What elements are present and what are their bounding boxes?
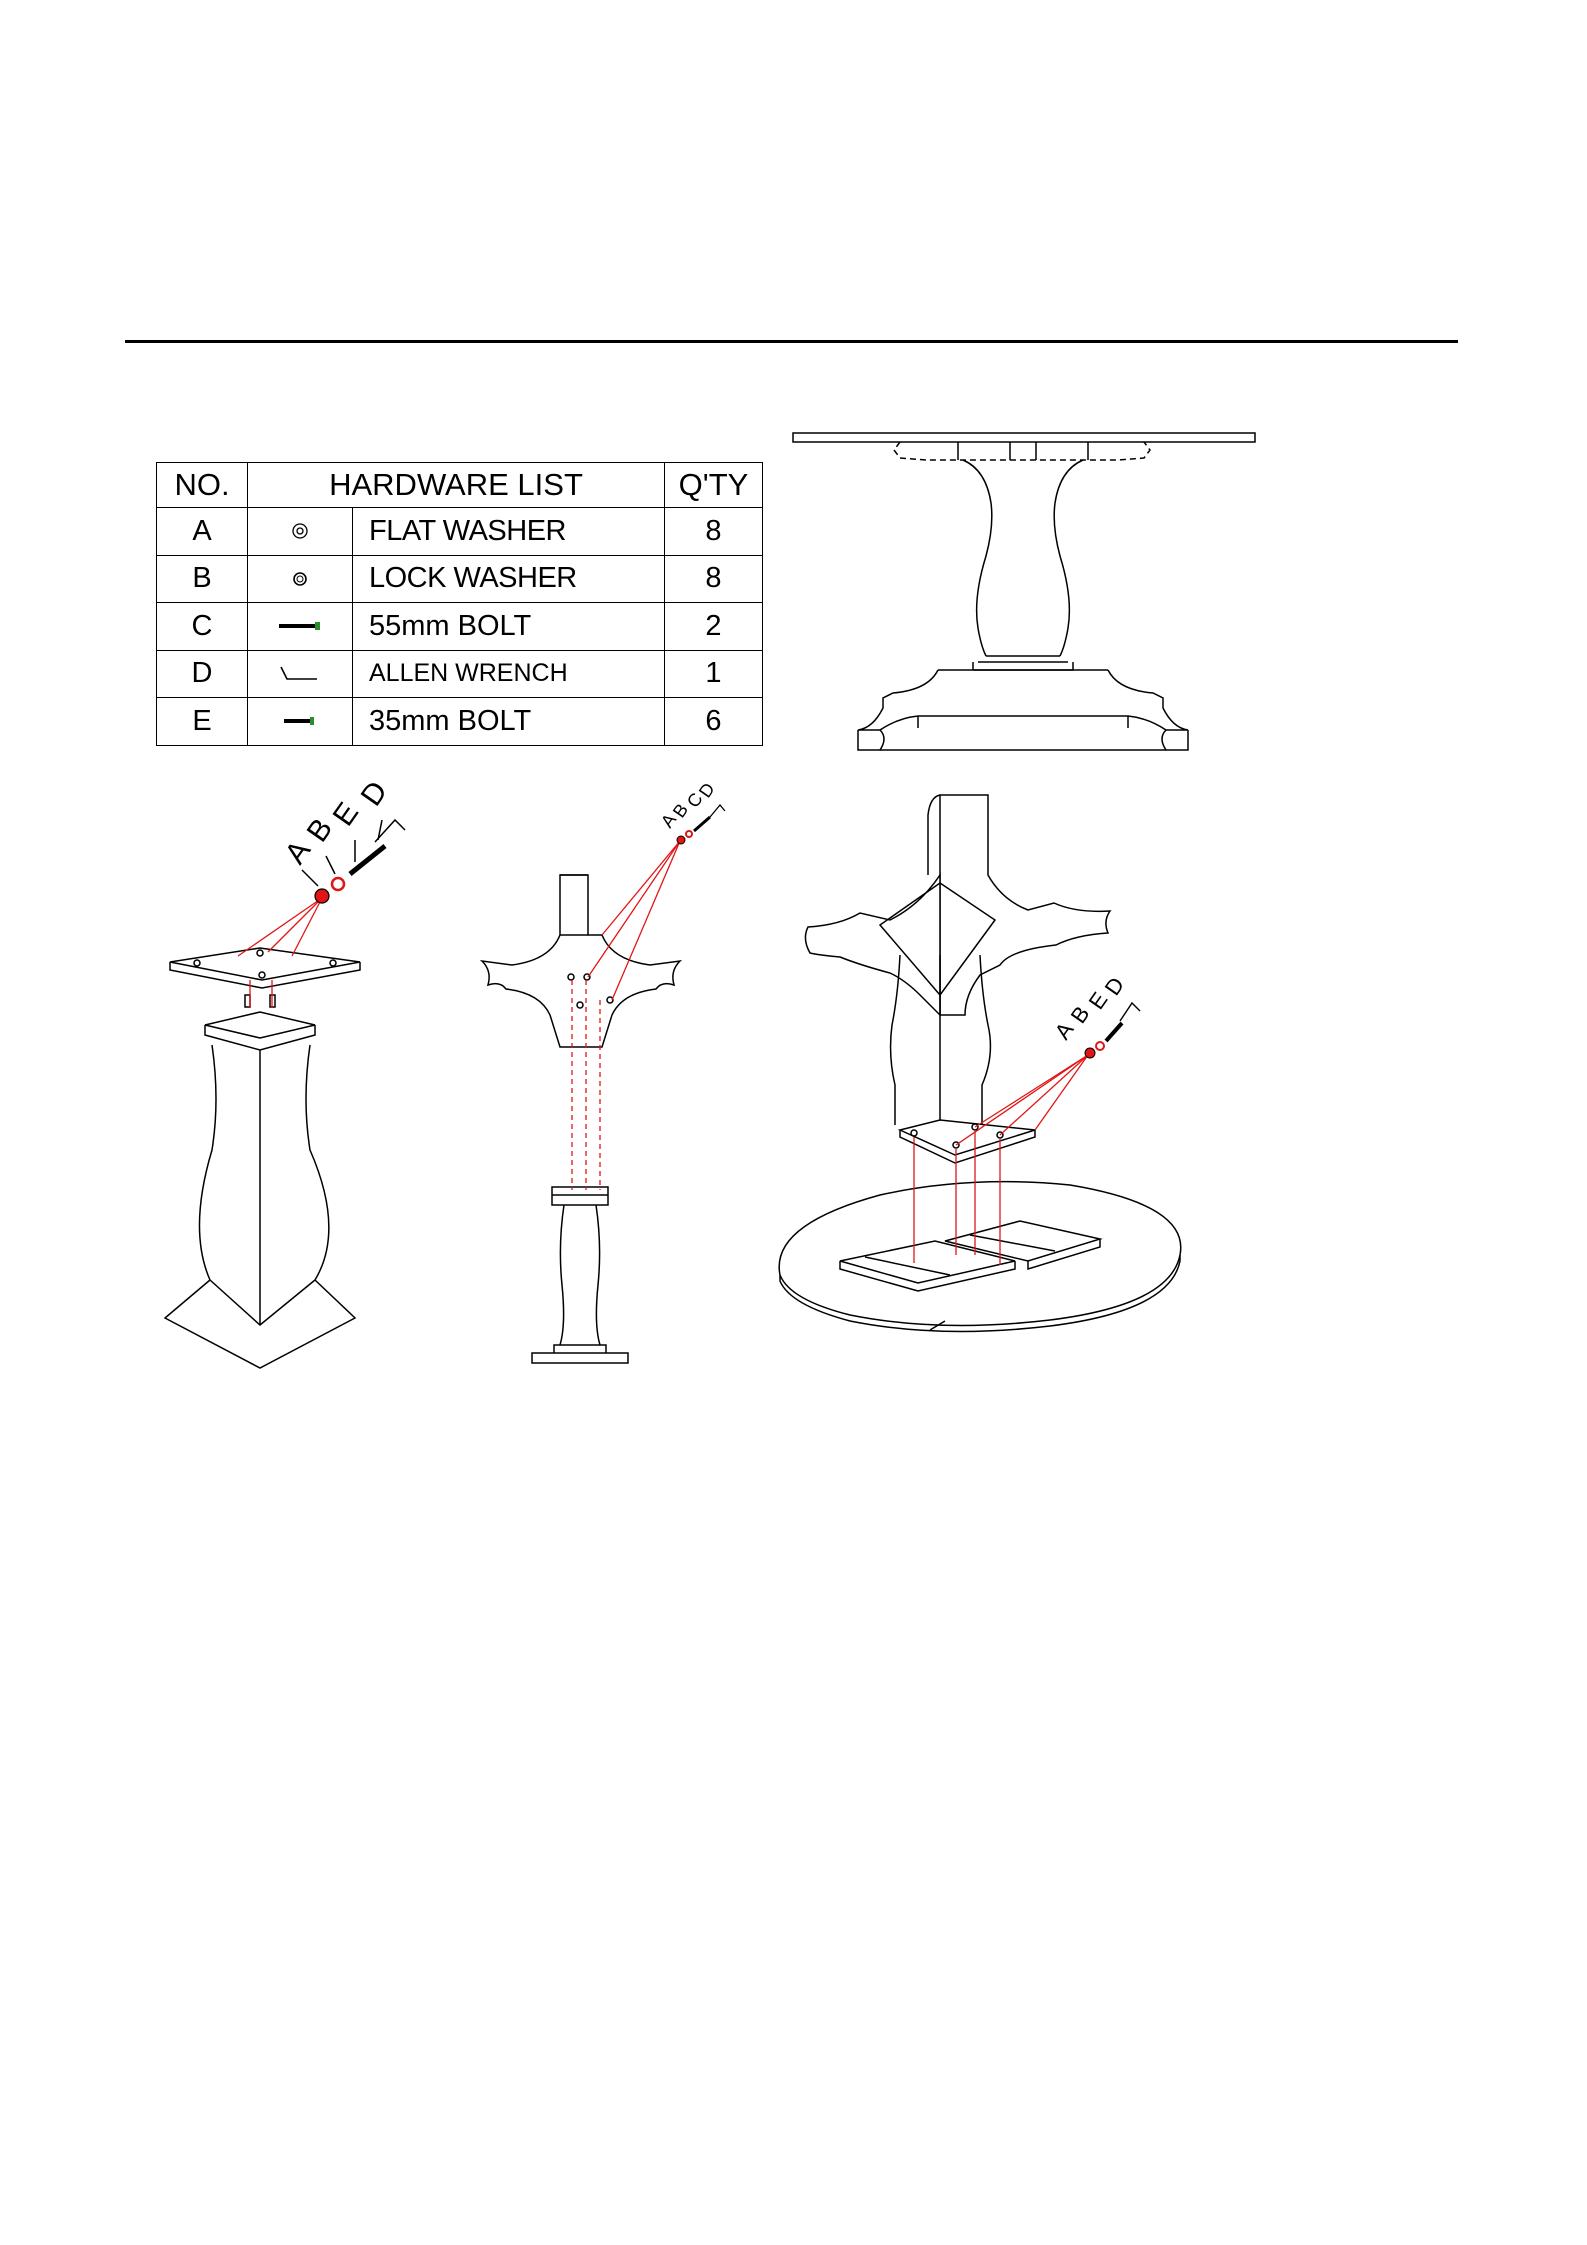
header-rule xyxy=(125,340,1458,343)
callout-e: E xyxy=(326,796,366,833)
table-row xyxy=(157,603,763,651)
part-qty: 8 xyxy=(665,555,763,603)
table-row xyxy=(157,555,763,603)
header-qty: Q'TY xyxy=(665,463,763,508)
callout-d: D xyxy=(1099,972,1130,1000)
part-qty: 8 xyxy=(665,508,763,556)
bolt-55mm-icon xyxy=(248,603,353,651)
step1-column-drawing xyxy=(150,770,450,1370)
callout-b: B xyxy=(668,799,693,822)
lock-washer-icon xyxy=(248,555,353,603)
step3-tabletop-drawing xyxy=(770,785,1190,1355)
step2-pedestal-drawing xyxy=(470,779,750,1375)
part-id: D xyxy=(157,650,248,698)
callout-b: B xyxy=(300,812,340,849)
callout-a: A xyxy=(656,809,681,832)
part-id: B xyxy=(157,555,248,603)
part-name: 35mm BOLT xyxy=(353,698,665,746)
hardware-list-table xyxy=(156,462,763,746)
allen-wrench-icon xyxy=(248,650,353,698)
header-hardware-list: HARDWARE LIST xyxy=(248,463,665,508)
callout-a: A xyxy=(278,834,318,871)
part-qty: 6 xyxy=(665,698,763,746)
part-name: LOCK WASHER xyxy=(353,555,665,603)
part-id: C xyxy=(157,603,248,651)
bolt-35mm-icon xyxy=(248,698,353,746)
table-header-row xyxy=(157,463,763,508)
flat-washer-icon xyxy=(248,508,353,556)
callout-d: D xyxy=(354,775,395,813)
table-row xyxy=(157,650,763,698)
callout-c: C xyxy=(682,789,707,812)
callout-a: A xyxy=(1049,1017,1079,1044)
table-row xyxy=(157,508,763,556)
part-qty: 2 xyxy=(665,603,763,651)
callout-b: B xyxy=(1065,1001,1095,1028)
header-no: NO. xyxy=(157,463,248,508)
table-row xyxy=(157,698,763,746)
part-id: A xyxy=(157,508,248,556)
part-name: FLAT WASHER xyxy=(353,508,665,556)
callout-e: E xyxy=(1083,987,1113,1014)
callout-d: D xyxy=(694,779,719,802)
part-id: E xyxy=(157,698,248,746)
part-name: ALLEN WRENCH xyxy=(353,650,665,698)
part-qty: 1 xyxy=(665,650,763,698)
assembled-table-drawing xyxy=(788,428,1263,768)
part-name: 55mm BOLT xyxy=(353,603,665,651)
